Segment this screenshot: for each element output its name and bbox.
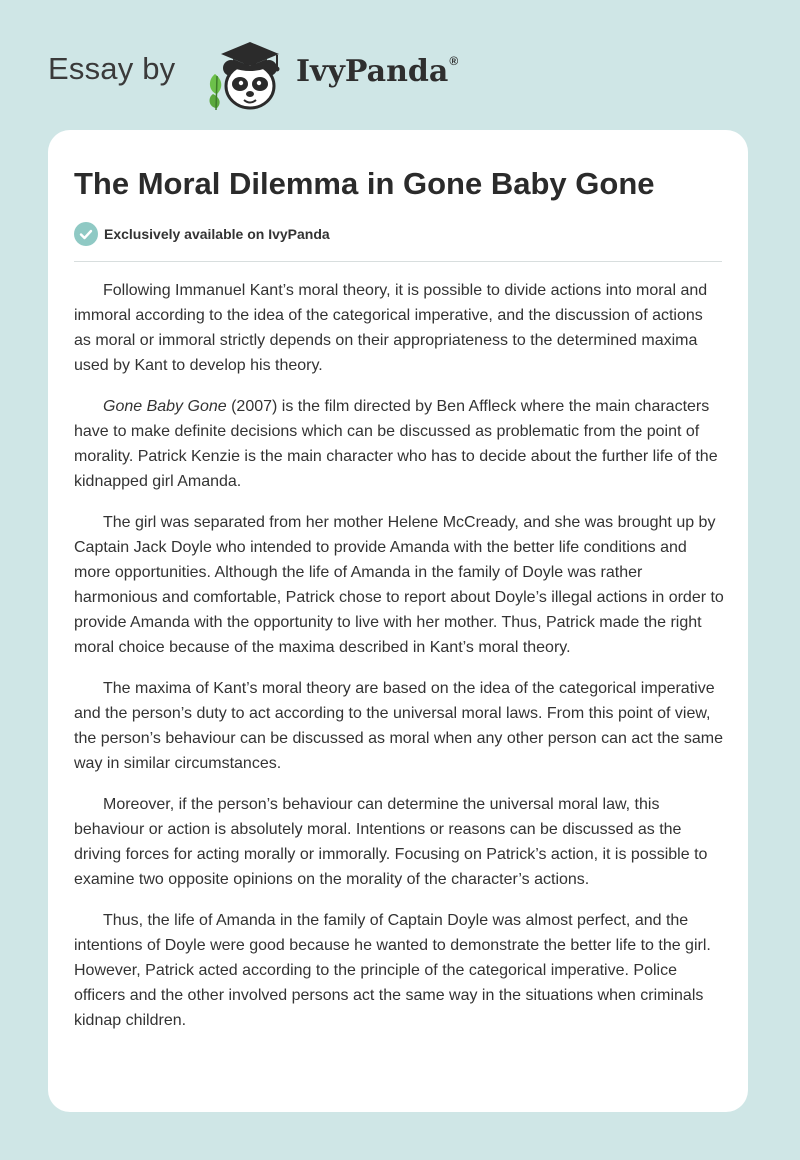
ivy-leaf-icon bbox=[210, 74, 222, 110]
exclusive-badge bbox=[74, 222, 330, 246]
brand-text: IvyPanda bbox=[296, 54, 449, 89]
essay-body bbox=[74, 278, 724, 1049]
paragraph-4: The maxima of Kant’s moral theory are based on the idea of the categorical imperative and the person’s duty to act according to the universal moral laws. From this point of view, the person’s behaviour can be discussed as moral when any other person can act the same way in similar circumstances. bbox=[74, 680, 723, 772]
paragraph-6: Thus, the life of Amanda in the family of Captain Doyle was almost perfect, and the intentions of Doyle were good because he wanted to demonstrate the better life to the girl. However, Patrick acted according to the principle of the categorical imperative. Police officers and the other involved persons act the same way in the situations when criminals kidnap children. bbox=[74, 912, 711, 1029]
paragraph-2 bbox=[74, 394, 724, 494]
page-title: The Moral Dilemma in Gone Baby Gone bbox=[74, 166, 655, 201]
divider bbox=[74, 261, 722, 262]
badge-label: Exclusively available on IvyPanda bbox=[104, 226, 330, 242]
registered-mark: ® bbox=[449, 54, 459, 68]
check-circle-icon bbox=[74, 222, 98, 246]
essay-card bbox=[48, 130, 748, 1112]
paragraph-3: The girl was separated from her mother Helene McCready, and she was brought up by Captain Jack Doyle who intended to provide Amanda with the better life conditions and more opportunities. Although the life of Amanda in the family of Doyle was rather harmonious and comfortable, Patrick chose to report about Doyle’s illegal actions in order to provide Amanda with the opportunity to live with her mother. Thus, Patrick made the right moral choice because of the maxima described in Kant’s moral theory. bbox=[74, 514, 724, 656]
paragraph-5: Moreover, if the person’s behaviour can determine the universal moral law, this behaviour or action is absolutely moral. Intentions or reasons can be discussed as the driving forces for acting morally or immorally. Focusing on Patrick’s action, it is possible to examine two opposite opinions on the morality of the character’s actions. bbox=[74, 796, 708, 888]
essay-by-label: Essay by bbox=[48, 51, 176, 86]
site-header bbox=[48, 34, 508, 114]
film-title: Gone Baby Gone bbox=[103, 398, 227, 415]
paragraph-1: Following Immanuel Kant’s moral theory, it is possible to divide actions into moral and immoral according to the idea of the categorical imperative, and the discussion of actions as moral or immoral strictly depends on their appropriateness to the determined maxima used by Kant to develop his theory. bbox=[74, 282, 708, 374]
paragraph-2-text: (2007) is the film directed by Ben Affleck where the main characters have to make definite decisions which can be discussed as problematic from the point of morality. Patrick Kenzie is the main character who has to decide about the further life of the kidnapped girl Amanda. bbox=[74, 398, 718, 490]
brand-name[interactable] bbox=[296, 54, 458, 89]
panda-graduate-icon[interactable] bbox=[203, 34, 293, 114]
